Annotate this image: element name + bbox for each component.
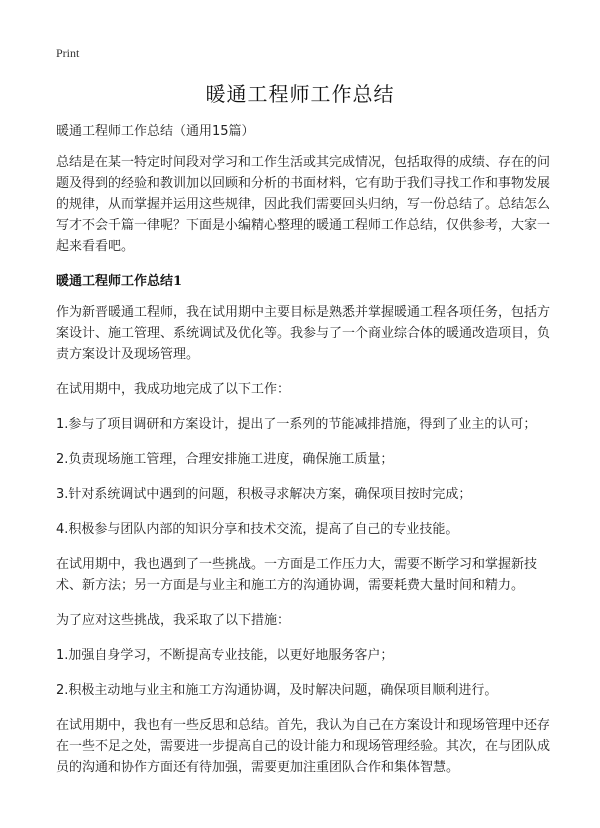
document-body <box>56 121 552 792</box>
list-item: 2.积极主动地与业主和施工方沟通协调，及时解决问题，确保项目顺利进行。 <box>56 683 498 698</box>
list-item: 2.负责现场施工管理，合理安排施工进度，确保施工质量； <box>56 452 394 467</box>
document-subtitle: 暖通工程师工作总结（通用15篇） <box>56 124 255 139</box>
section-heading: 暖通工程师工作总结1 <box>56 274 183 289</box>
body-paragraph: 在试用期中，我也遇到了一些挑战。一方面是工作压力大，需要不断学习和掌握新技术、新方法；另一方面是与业主和施工方的沟通协调，需要耗费大量时间和精力。 <box>56 557 538 593</box>
list-item: 1.参与了项目调研和方案设计，提出了一系列的节能减排措施，得到了业主的认可； <box>56 417 537 432</box>
body-paragraph: 作为新晋暖通工程师，我在试用期中主要目标是熟悉并掌握暖通工程各项任务，包括方案设计、施工管理、系统调试及优化等。我参与了一个商业综合体的暖通改造项目，负责方案设计及现场管理。 <box>56 305 551 362</box>
intro-paragraph: 总结是在某一特定时间段对学习和工作生活或其完成情况，包括取得的成绩、存在的问题及得到的经验和教训加以回顾和分析的书面材料，它有助于我们寻找工作和事物发展的规律，从而掌握并运用这些规律，因此我们需要回头归纳，写一份总结了。总结怎么写才不会千篇一律呢？下面是小编精心整理的暖通工程师工作总结，仅供参考，大家一起来看看吧。 <box>56 155 551 254</box>
print-link[interactable]: Print <box>56 46 80 60</box>
page-title: 暖通工程师工作总结 <box>205 82 395 106</box>
list-item: 3.针对系统调试中遇到的问题，积极寻求解决方案，确保项目按时完成； <box>56 487 472 502</box>
list-item: 4.积极参与团队内部的知识分享和技术交流，提高了自己的专业技能。 <box>56 522 459 537</box>
body-paragraph: 为了应对这些挑战，我采取了以下措施： <box>56 613 291 628</box>
list-item: 1.加强自身学习，不断提高专业技能，以更好地服务客户； <box>56 648 394 663</box>
body-paragraph: 在试用期中，我成功地完成了以下工作： <box>56 382 291 397</box>
body-paragraph: 在试用期中，我也有一些反思和总结。首先，我认为自己在方案设计和现场管理中还存在一些不足之处，需要进一步提高自己的设计能力和现场管理经验。其次，在与团队成员的沟通和协作方面还有待加强，需要更加注重团队合作和集体智慧。 <box>56 718 551 775</box>
